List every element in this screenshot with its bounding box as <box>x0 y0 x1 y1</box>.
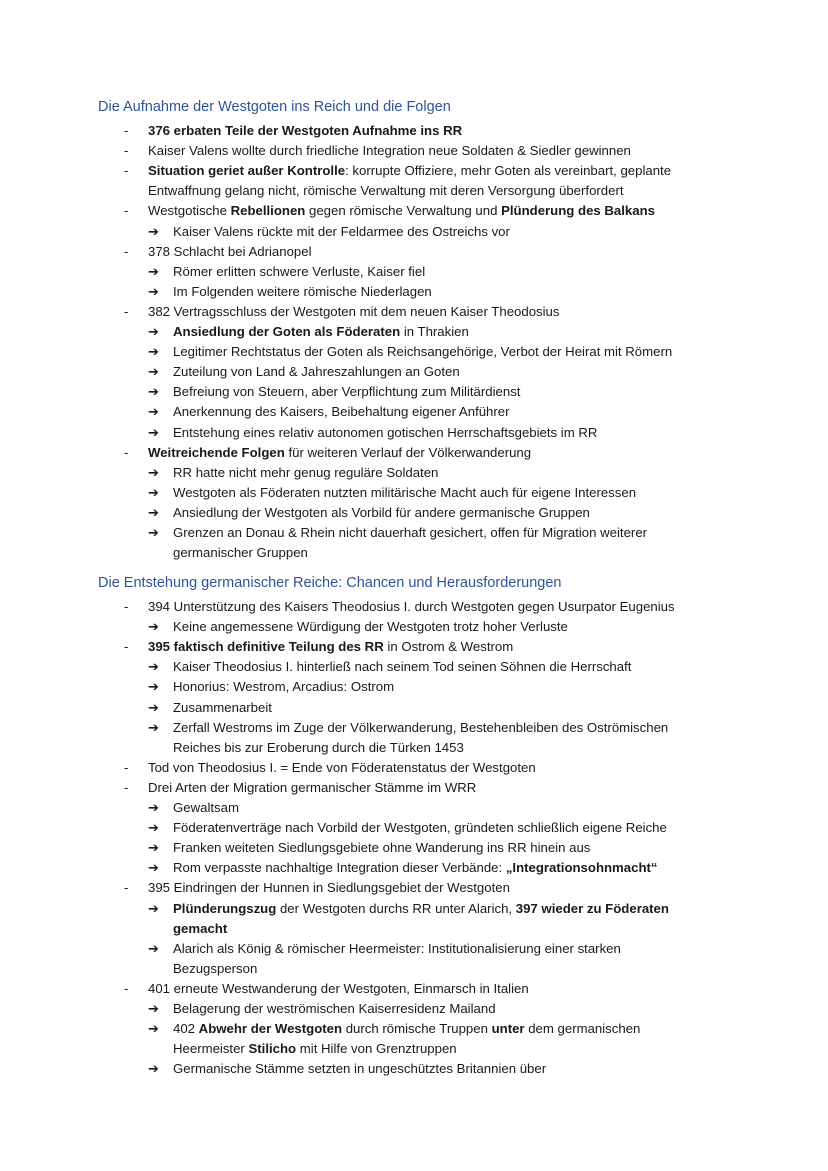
sub-bullet-item <box>0 322 828 342</box>
text-run: Legitimer Rechtstatus der Goten als Reichsangehörige, Verbot der Heirat mit Römern <box>173 344 673 360</box>
text-run: 395 Eindringen der Hunnen in Siedlungsgebiet der Westgoten <box>148 880 510 896</box>
bold-text: Situation geriet außer Kontrolle <box>148 163 346 179</box>
text-run: mit Hilfe von Grenztruppen <box>296 1041 457 1057</box>
bold-text: 395 faktisch definitive Teilung des RR <box>148 639 384 655</box>
text-run: Honorius: Westrom, Arcadius: Ostrom <box>173 679 395 695</box>
text-run: Reiches bis zur Eroberung durch die Türken 1453 <box>173 739 464 755</box>
bullet-item <box>0 302 828 322</box>
text-run: Zuteilung von Land & Jahreszahlungen an Goten <box>173 364 460 380</box>
arrow-right-icon: ➔ <box>148 840 159 856</box>
bullet-item <box>0 121 828 141</box>
item-text <box>173 423 597 443</box>
bold-text: „Integrationsohnmacht“ <box>505 860 658 876</box>
arrow-right-icon: ➔ <box>148 699 159 715</box>
text-run: Kaiser Valens rückte mit der Feldarmee des Ostreichs vor <box>173 223 510 239</box>
text-run: dem germanischen <box>524 1021 641 1037</box>
text-run: Entwaffnung gelang nicht, römische Verwaltung mit deren Versorgung überfordert <box>148 183 624 199</box>
sub-bullet-item <box>0 382 828 402</box>
arrow-right-icon: ➔ <box>148 659 159 675</box>
sub-bullet-item <box>0 543 828 563</box>
sub-bullet-item <box>0 483 828 503</box>
bullet-item <box>0 242 828 262</box>
text-run: Ansiedlung der Westgoten als Vorbild für andere germanische Gruppen <box>173 504 590 520</box>
text-run: Grenzen an Donau & Rhein nicht dauerhaft gesichert, offen für Migration weiterer <box>173 525 648 540</box>
arrow-right-icon: ➔ <box>148 679 159 695</box>
bullet-item <box>0 181 828 201</box>
bold-text: Rebellionen <box>230 203 306 219</box>
dash-bullet-icon: - <box>124 759 129 775</box>
item-text <box>173 617 568 637</box>
dash-bullet-icon: - <box>124 599 129 614</box>
bullet-item <box>0 161 828 181</box>
item-text <box>173 939 621 959</box>
item-text <box>173 463 438 483</box>
bullet-item <box>0 979 828 999</box>
item-text <box>173 523 647 543</box>
sub-bullet-item <box>0 738 828 758</box>
dash-bullet-icon: - <box>124 303 129 319</box>
item-text <box>173 362 460 382</box>
text-run: Alarich als König & römischer Heermeister: Institutionalisierung einer starken <box>173 940 621 956</box>
bold-text: Weitreichende Folgen <box>148 444 285 460</box>
arrow-right-icon: ➔ <box>148 800 159 815</box>
item-text <box>148 141 631 161</box>
text-run: Westgotische <box>148 203 231 219</box>
bullet-item <box>0 443 828 463</box>
arrow-right-icon: ➔ <box>148 525 159 540</box>
item-text <box>148 181 624 201</box>
text-run: für weiteren Verlauf der Völkerwanderung <box>284 444 532 460</box>
text-run: Tod von Theodosius I. = Ende von Föderatenstatus der Westgoten <box>148 759 536 775</box>
item-text <box>173 677 394 697</box>
item-text <box>173 1059 546 1079</box>
arrow-right-icon: ➔ <box>148 900 159 916</box>
item-text <box>173 382 520 402</box>
sub-bullet-item <box>0 617 828 637</box>
bullet-item <box>0 878 828 898</box>
item-text <box>173 738 464 758</box>
bullet-item <box>0 141 828 161</box>
bullet-item <box>0 597 828 617</box>
item-text <box>173 503 590 523</box>
text-run: in Ostrom & Westrom <box>383 639 514 655</box>
dash-bullet-icon: - <box>124 880 129 896</box>
text-run: Keine angemessene Würdigung der Westgoten trotz hoher Verluste <box>173 619 568 635</box>
text-run: : korrupte Offiziere, mehr Goten als vereinbart, geplante <box>345 163 672 179</box>
item-text <box>173 899 669 919</box>
arrow-right-icon: ➔ <box>148 719 159 735</box>
item-text <box>173 838 590 858</box>
dash-bullet-icon: - <box>124 163 129 179</box>
item-text <box>148 161 671 181</box>
text-run: 402 <box>173 1021 199 1037</box>
sub-bullet-item <box>0 423 828 443</box>
sub-bullet-item <box>0 1019 828 1039</box>
arrow-right-icon: ➔ <box>148 223 159 239</box>
bold-text: 376 erbaten Teile der Westgoten Aufnahme ins RR <box>148 123 463 138</box>
item-text <box>148 878 510 898</box>
text-run: Zerfall Westroms im Zuge der Völkerwanderung, Bestehenbleiben des Oströmischen <box>173 719 669 735</box>
arrow-right-icon: ➔ <box>148 1061 159 1077</box>
text-run: Drei Arten der Migration germanischer Stämme im WRR <box>148 779 477 795</box>
text-run: Föderatenverträge nach Vorbild der Westgoten, gründeten schließlich eigene Reiche <box>173 820 667 836</box>
arrow-right-icon: ➔ <box>148 940 159 956</box>
item-text <box>173 858 658 878</box>
item-text <box>173 282 432 302</box>
item-text <box>148 597 675 617</box>
dash-bullet-icon: - <box>124 203 129 219</box>
text-run: in Thrakien <box>400 324 469 339</box>
text-run: Kaiser Valens wollte durch friedliche Integration neue Soldaten & Siedler gewinnen <box>148 143 631 159</box>
dash-bullet-icon: - <box>124 243 129 259</box>
arrow-right-icon: ➔ <box>148 1001 159 1016</box>
item-text <box>173 959 257 979</box>
arrow-right-icon: ➔ <box>148 364 159 380</box>
dash-bullet-icon: - <box>124 980 129 996</box>
arrow-right-icon: ➔ <box>148 404 159 420</box>
text-run: Römer erlitten schwere Verluste, Kaiser fiel <box>173 263 426 279</box>
item-text <box>148 443 531 463</box>
text-run: Gewaltsam <box>173 800 239 815</box>
bold-text: unter <box>491 1021 525 1037</box>
item-text <box>173 798 239 818</box>
sub-bullet-item <box>0 999 828 1019</box>
sub-bullet-item <box>0 798 828 818</box>
item-text <box>173 698 272 718</box>
sub-bullet-item <box>0 402 828 422</box>
item-text <box>148 121 462 141</box>
text-run: RR hatte nicht mehr genug reguläre Soldaten <box>173 464 439 480</box>
bold-text: Ansiedlung der Goten als Föderaten <box>173 324 401 339</box>
bullet-item <box>0 778 828 798</box>
item-text <box>148 637 513 657</box>
bullet-item <box>0 201 828 221</box>
sub-bullet-item <box>0 1039 828 1059</box>
bold-text: Plünderungszug <box>173 900 277 916</box>
arrow-right-icon: ➔ <box>148 464 159 480</box>
text-run: Bezugsperson <box>173 960 258 976</box>
text-run: Heermeister <box>173 1041 249 1057</box>
bold-text: Plünderung des Balkans <box>501 203 655 219</box>
text-run: Franken weiteten Siedlungsgebiete ohne Wanderung ins RR hinein aus <box>173 840 591 856</box>
bold-text: Abwehr der Westgoten <box>198 1021 343 1037</box>
arrow-right-icon: ➔ <box>148 344 159 360</box>
item-text <box>173 1019 640 1039</box>
text-run: Germanische Stämme setzten in ungeschütztes Britannien über <box>173 1061 547 1077</box>
item-text <box>173 818 667 838</box>
sub-bullet-item <box>0 939 828 959</box>
text-run: Entstehung eines relativ autonomen gotischen Herrschaftsgebiets im RR <box>173 424 598 440</box>
item-text <box>173 483 636 503</box>
sub-bullet-item <box>0 282 828 302</box>
item-text <box>148 778 476 798</box>
text-run: gegen römische Verwaltung und <box>305 203 502 219</box>
bold-text: gemacht <box>173 920 228 936</box>
item-text <box>173 1039 457 1059</box>
sub-bullet-item <box>0 1059 828 1079</box>
item-text <box>173 222 510 242</box>
item-text <box>148 201 655 221</box>
bullet-item <box>0 758 828 778</box>
item-text <box>148 758 536 778</box>
item-text <box>173 322 469 342</box>
text-run: 382 Vertragsschluss der Westgoten mit dem neuen Kaiser Theodosius <box>148 303 560 319</box>
sub-bullet-item <box>0 523 828 543</box>
arrow-right-icon: ➔ <box>148 1021 159 1037</box>
sub-bullet-item <box>0 362 828 382</box>
item-text <box>173 999 496 1019</box>
arrow-right-icon: ➔ <box>148 860 159 876</box>
bullet-item <box>0 637 828 657</box>
item-text <box>173 919 227 939</box>
arrow-right-icon: ➔ <box>148 283 159 299</box>
arrow-right-icon: ➔ <box>148 504 159 520</box>
dash-bullet-icon: - <box>124 639 129 655</box>
sub-bullet-item <box>0 677 828 697</box>
item-text <box>148 242 312 262</box>
item-text <box>173 262 425 282</box>
text-run: Rom verpasste nachhaltige Integration dieser Verbände: <box>173 860 506 876</box>
item-text <box>173 657 631 677</box>
text-run: der Westgoten durchs RR unter Alarich, <box>276 900 516 916</box>
text-run: Westgoten als Föderaten nutzten militärische Macht auch für eigene Interessen <box>173 484 637 500</box>
text-run: Zusammenarbeit <box>173 699 272 715</box>
item-text <box>148 979 529 999</box>
sub-bullet-item <box>0 718 828 738</box>
sub-bullet-item <box>0 222 828 242</box>
text-run: Anerkennung des Kaisers, Beibehaltung eigener Anführer <box>173 404 510 420</box>
arrow-right-icon: ➔ <box>148 263 159 279</box>
section-heading: Die Entstehung germanischer Reiche: Chancen und Herausforderungen <box>98 575 562 591</box>
section-heading: Die Aufnahme der Westgoten ins Reich und die Folgen <box>98 99 451 115</box>
sub-bullet-item <box>0 858 828 878</box>
text-run: Im Folgenden weitere römische Niederlagen <box>173 283 432 299</box>
arrow-right-icon: ➔ <box>148 384 159 400</box>
arrow-right-icon: ➔ <box>148 820 159 836</box>
sub-bullet-item <box>0 698 828 718</box>
sub-bullet-item <box>0 899 828 919</box>
arrow-right-icon: ➔ <box>148 484 159 500</box>
text-run: Befreiung von Steuern, aber Verpflichtung zum Militärdienst <box>173 384 521 400</box>
sub-bullet-item <box>0 463 828 483</box>
arrow-right-icon: ➔ <box>148 619 159 635</box>
sub-bullet-item <box>0 959 828 979</box>
text-run: germanischer Gruppen <box>173 545 308 561</box>
text-run: 378 Schlacht bei Adrianopel <box>148 243 312 259</box>
dash-bullet-icon: - <box>124 444 129 460</box>
dash-bullet-icon: - <box>124 143 129 159</box>
sub-bullet-item <box>0 838 828 858</box>
bold-text: Stilicho <box>248 1041 297 1057</box>
dash-bullet-icon: - <box>124 779 129 795</box>
item-text <box>173 402 510 422</box>
arrow-right-icon: ➔ <box>148 324 159 339</box>
sub-bullet-item <box>0 262 828 282</box>
item-text <box>173 718 668 738</box>
bold-text: 397 wieder zu Föderaten <box>515 900 669 916</box>
text-run: Kaiser Theodosius I. hinterließ nach seinem Tod seinen Söhnen die Herrschaft <box>173 659 632 675</box>
text-run: 394 Unterstützung des Kaisers Theodosius I. durch Westgoten gegen Usurpator Eugenius <box>148 599 675 614</box>
sub-bullet-item <box>0 919 828 939</box>
item-text <box>173 543 308 563</box>
text-run: 401 erneute Westwanderung der Westgoten, Einmarsch in Italien <box>148 980 529 996</box>
sub-bullet-item <box>0 818 828 838</box>
item-text <box>173 342 672 362</box>
sub-bullet-item <box>0 503 828 523</box>
sub-bullet-item <box>0 342 828 362</box>
arrow-right-icon: ➔ <box>148 424 159 440</box>
sub-bullet-item <box>0 657 828 677</box>
item-text <box>148 302 559 322</box>
dash-bullet-icon: - <box>124 123 129 138</box>
text-run: durch römische Truppen <box>342 1021 492 1037</box>
text-run: Belagerung der weströmischen Kaiserresidenz Mailand <box>173 1001 496 1016</box>
